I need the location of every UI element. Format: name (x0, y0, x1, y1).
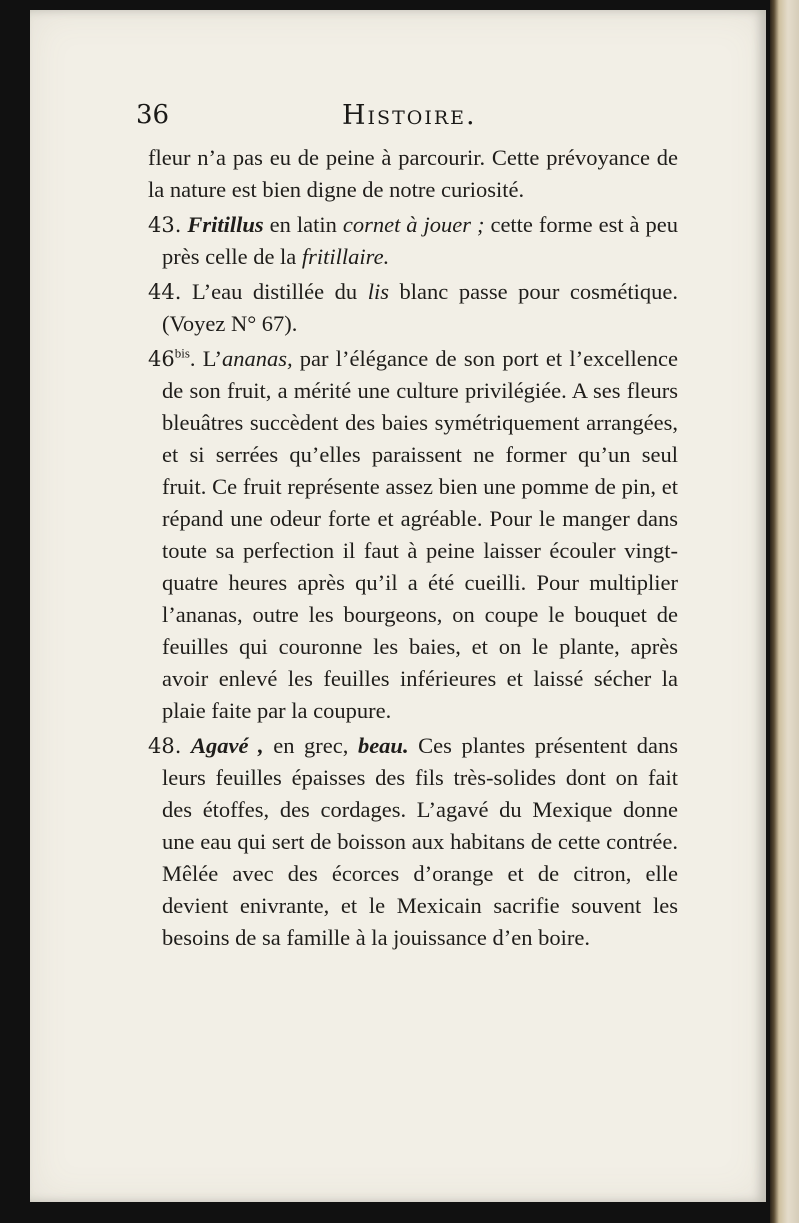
term-lis: lis (367, 279, 389, 304)
note-text: cette forme est à peu près celle de la (162, 212, 679, 269)
continued-paragraph (148, 142, 678, 206)
note-text: . L’ (189, 346, 222, 371)
note-text: blanc passe pour cosmétique. (Voyez N° 67). (162, 279, 678, 336)
note-text: en latin (263, 212, 343, 237)
running-title: Histoire. (342, 100, 477, 131)
term-fritillaire: fritillaire. (301, 244, 390, 269)
page-body (148, 142, 678, 957)
note-number: 46 (148, 347, 175, 371)
note-48 (148, 730, 678, 954)
term-fritillus: Fritillus (187, 212, 264, 237)
note-number: 43. (148, 213, 182, 237)
note-text: par l’élégance de son port et l’excellence de son fruit, a mérité une culture privilégiée. A ses fleurs bleuâtres succèdent des baies symétriquement arrangées, et si serrées qu’elles paraissent ne former qu’un seul fruit. Ce fruit représente assez bien une pomme de pin, et répand une odeur forte et agréable. Pour le manger dans toute sa perfection il faut à peine laisser écouler vingt-quatre heures après qu’il a été cueilli. Pour multiplier l’ananas, outre les bourgeons, on coupe le bouquet de feuilles qui couronne les baies, et on le plante, après avoir enlevé les feuilles inférieures et laissé sécher la plaie faite par la coupure. (162, 346, 678, 723)
term-beau: beau. (357, 733, 409, 758)
book-page (30, 10, 766, 1202)
page-number: 36 (136, 100, 170, 130)
note-46bis (148, 343, 678, 727)
term-ananas: ananas, (221, 346, 293, 371)
term-cornet: cornet à jouer ; (342, 212, 485, 237)
note-44 (148, 276, 678, 340)
note-43 (148, 209, 678, 273)
note-text: L’eau distillée du (181, 279, 368, 304)
note-superscript: bis (174, 345, 190, 361)
note-text: en grec, (263, 733, 358, 758)
paragraph-text: fleur n’a pas eu de peine à parcourir. Cette prévoyance de la nature est bien digne de notre curiosité. (148, 145, 678, 202)
note-text: Ces plantes présentent dans leurs feuilles épaisses des fils très-solides dont on fait des étoffes, des cordages. L’agavé du Mexique donne une eau qui sert de boisson aux habitans de cette contrée. Mêlée avec des écorces d’orange et de citron, elle devient enivrante, et le Mexicain sacrifie souvent les besoins de sa famille à la jouissance d’en boire. (162, 733, 679, 950)
adjacent-page-edge (770, 0, 799, 1223)
running-head (30, 96, 766, 136)
note-number: 48. (148, 734, 182, 758)
note-number: 44. (148, 280, 182, 304)
term-agave: Agavé , (190, 733, 264, 758)
